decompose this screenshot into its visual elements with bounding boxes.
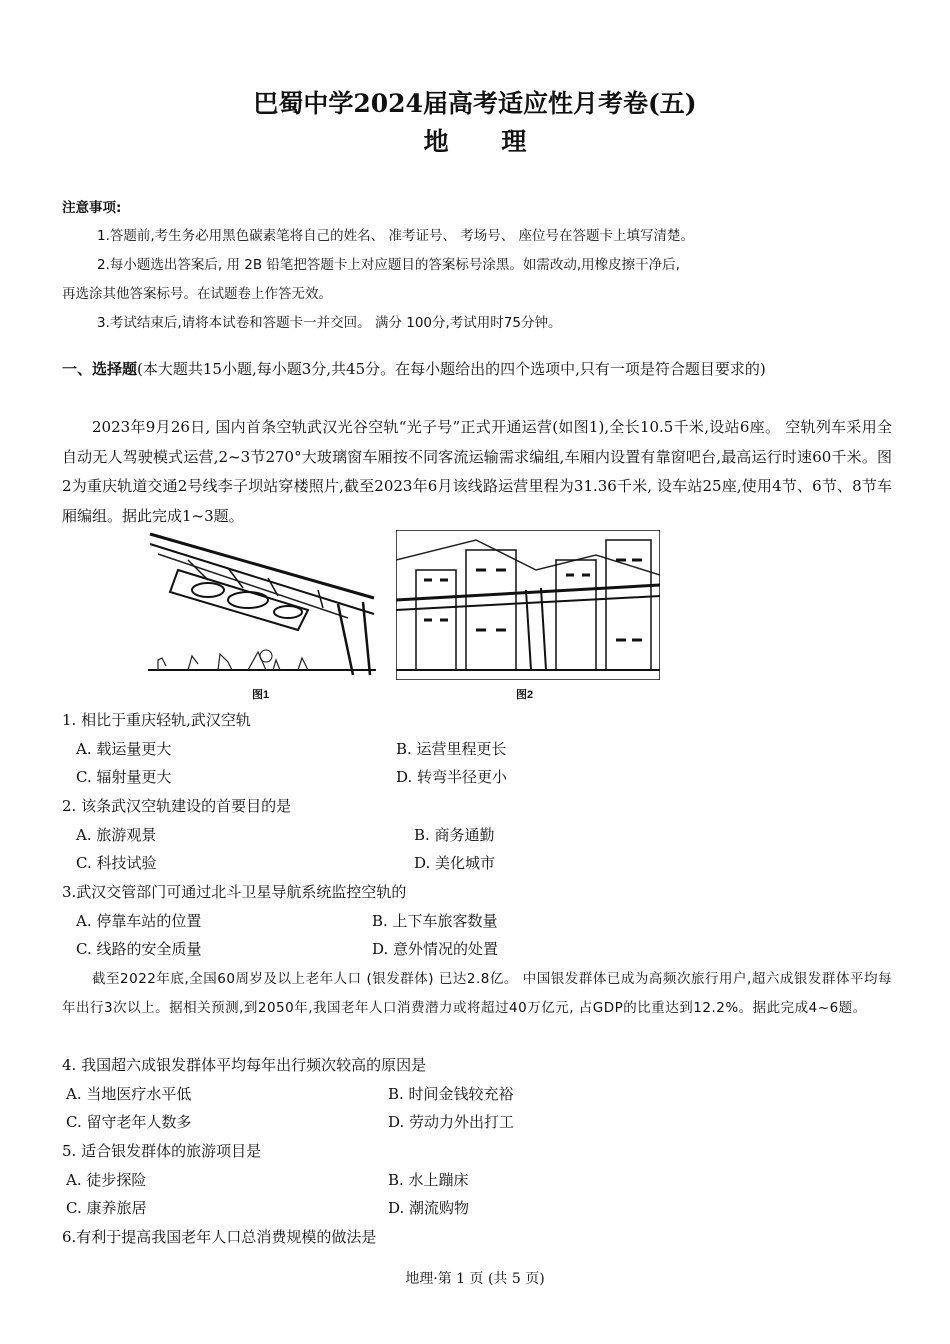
question-5-option-d: D. 潮流购物	[388, 1199, 470, 1217]
section-1-title: 一、选择题	[62, 360, 138, 378]
question-3-option-b: B. 上下车旅客数量	[372, 912, 498, 930]
notice-item-1: 1.答题前,考生务必用黑色碳素笔将自己的姓名、 准考证号、 考场号、 座位号在答题卡上填写清楚。	[97, 228, 695, 244]
question-3-option-c: C. 线路的安全质量	[76, 940, 202, 958]
question-4-option-b: B. 时间金钱较充裕	[388, 1085, 514, 1103]
question-5-option-b: B. 水上蹦床	[388, 1171, 469, 1189]
question-2-option-a: A. 旅游观景	[76, 826, 157, 844]
question-1-option-b: B. 运营里程更长	[396, 740, 507, 758]
question-6-stem: 6.有利于提高我国老年人口总消费规模的做法是	[62, 1228, 377, 1246]
question-2-option-b: B. 商务通勤	[414, 826, 495, 844]
question-2-option-d: D. 美化城市	[414, 854, 496, 872]
question-1-option-d: D. 转弯半径更小	[396, 768, 508, 786]
question-3-stem: 3.武汉交管部门可通过北斗卫星导航系统监控空轨的	[62, 883, 407, 901]
question-5-option-c: C. 康养旅居	[66, 1199, 147, 1217]
section-1-description: (本大题共15小题,每小题3分,共45分。在每小题给出的四个选项中,只有一项是符合题目要求的)	[137, 360, 766, 378]
question-4-option-c: C. 留守老年人数多	[66, 1113, 192, 1131]
figure-1-caption: 图1	[252, 689, 270, 701]
question-1-stem: 1. 相比于重庆轻轨,武汉空轨	[62, 711, 251, 729]
question-3-option-d: D. 意外情况的处置	[372, 940, 499, 958]
question-1-option-c: C. 辐射量更大	[76, 768, 172, 786]
question-1-option-a: A. 载运量更大	[76, 740, 172, 758]
question-4-stem: 4. 我国超六成银发群体平均每年出行频次较高的原因是	[62, 1056, 427, 1074]
exam-title: 巴蜀中学2024届高考适应性月考卷(五)	[253, 89, 697, 118]
section-1-header	[62, 355, 892, 385]
page-footer: 地理·第 1 页 (共 5 页)	[405, 1271, 545, 1287]
question-4-option-a: A. 当地医疗水平低	[66, 1085, 192, 1103]
question-5-option-a: A. 徒步探险	[66, 1171, 147, 1189]
question-5-stem: 5. 适合银发群体的旅游项目是	[62, 1142, 262, 1160]
question-4-option-d: D. 劳动力外出打工	[388, 1113, 515, 1131]
question-2-option-c: C. 科技试验	[76, 854, 157, 872]
question-2-stem: 2. 该条武汉空轨建设的首要目的是	[62, 797, 292, 815]
question-3-option-a: A. 停靠车站的位置	[76, 912, 202, 930]
figure-2-liziba-station	[396, 530, 660, 680]
notice-item-2a: 2.每小题选出答案后, 用 2B 铅笔把答题卡上对应题目的答案标号涂黑。如需改动,用橡皮擦干净后,	[97, 257, 680, 273]
notice-item-3: 3.考试结束后,请将本试卷和答题卡一并交回。 满分 100分,考试用时75分钟。	[97, 315, 562, 331]
notice-heading: 注意事项:	[62, 200, 122, 216]
subject-title: 地 理	[423, 127, 549, 156]
passage-1: 2023年9月26日, 国内首条空轨武汉光谷空轨“光子号”正式开通运营(如图1),全长10.5千米,设站6座。 空轨列车采用全自动无人驾驶模式运营,2~3节270°大玻璃窗车厢按不同客流运输需求编组,车厢内设置有靠窗吧台,最高运行时速60千米。图2为重庆轨道交通2号线李子坝站穿楼照片,截至2023年6月该线路运营里程为31.36千米, 设车站25座,使用4节、6节、8节车厢编组。据此完成1~3题。	[62, 418, 892, 525]
figure-1-monorail	[148, 530, 376, 680]
figure-2-caption: 图2	[516, 689, 534, 701]
notice-item-2b: 再选涂其他答案标号。在试题卷上作答无效。	[62, 286, 332, 302]
passage-2: 截至2022年底,全国60周岁及以上老年人口 (银发群体) 已达2.8亿。 中国银发群体已成为高频次旅行用户,超六成银发群体平均每年出行3次以上。据相关预测,到2050年,我国老年人口消费潜力或将超过40万亿元, 占GDP的比重达到12.2%。据此完成4~6题。	[62, 971, 892, 1016]
